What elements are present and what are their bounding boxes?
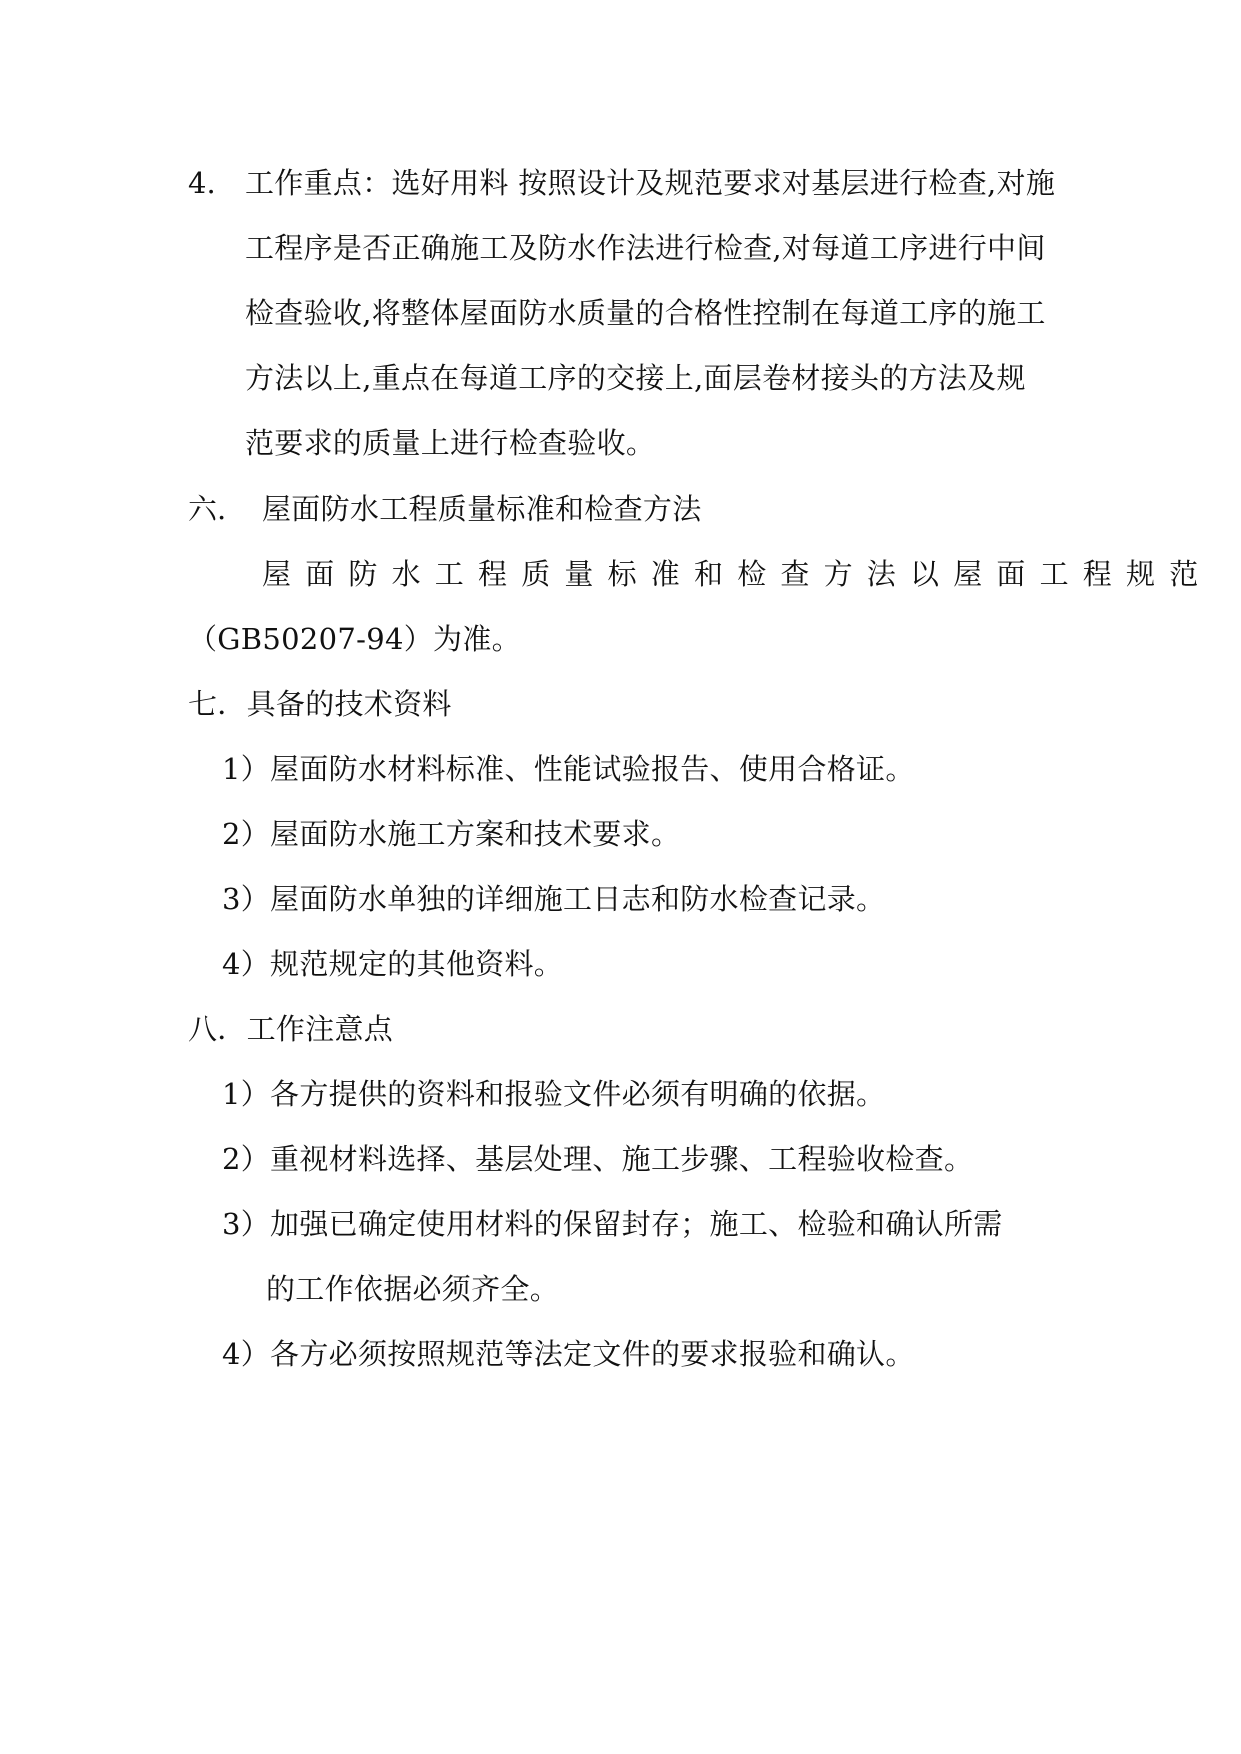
section-7-item-2: 2）屋面防水施工方案和技术要求。 bbox=[222, 817, 681, 851]
section-8-item-3: 3）加强已确定使用材料的保留封存；施工、检验和确认所需 bbox=[222, 1207, 1003, 1241]
section-8-heading: 八．工作注意点 bbox=[188, 1012, 394, 1046]
section-8-item-1: 1）各方提供的资料和报验文件必须有明确的依据。 bbox=[222, 1077, 886, 1111]
section-7-item-4: 4）规范规定的其他资料。 bbox=[222, 947, 564, 981]
section-6-heading: 屋面防水工程质量标准和检查方法 bbox=[262, 492, 702, 526]
section-6-paragraph-line-1: 屋面防水工程质量标准和检查方法以屋面工程规范 bbox=[262, 557, 1213, 591]
section-7-heading: 七．具备的技术资料 bbox=[188, 687, 452, 721]
section-4-line-2: 工程序是否正确施工及防水作法进行检查,对每道工序进行中间 bbox=[245, 231, 1046, 265]
section-6-number: 六. bbox=[188, 492, 227, 526]
section-7-item-3: 3）屋面防水单独的详细施工日志和防水检查记录。 bbox=[222, 882, 886, 916]
section-8-item-3-continuation: 的工作依据必须齐全。 bbox=[266, 1272, 560, 1306]
section-4-line-1: 工作重点：选好用料 按照设计及规范要求对基层进行检查,对施 bbox=[245, 166, 1056, 200]
section-4-line-4: 方法以上,重点在每道工序的交接上,面层卷材接头的方法及规 bbox=[245, 361, 1026, 395]
section-4-line-3: 检查验收,将整体屋面防水质量的合格性控制在每道工序的施工 bbox=[245, 296, 1046, 330]
section-8-item-2: 2）重视材料选择、基层处理、施工步骤、工程验收检查。 bbox=[222, 1142, 974, 1176]
section-4-number: 4. bbox=[188, 166, 216, 200]
section-8-item-4: 4）各方必须按照规范等法定文件的要求报验和确认。 bbox=[222, 1337, 915, 1371]
section-6-paragraph-line-2: （GB50207-94）为准。 bbox=[188, 622, 521, 656]
section-7-item-1: 1）屋面防水材料标准、性能试验报告、使用合格证。 bbox=[222, 752, 915, 786]
section-4-line-5: 范要求的质量上进行检查验收。 bbox=[245, 426, 656, 460]
